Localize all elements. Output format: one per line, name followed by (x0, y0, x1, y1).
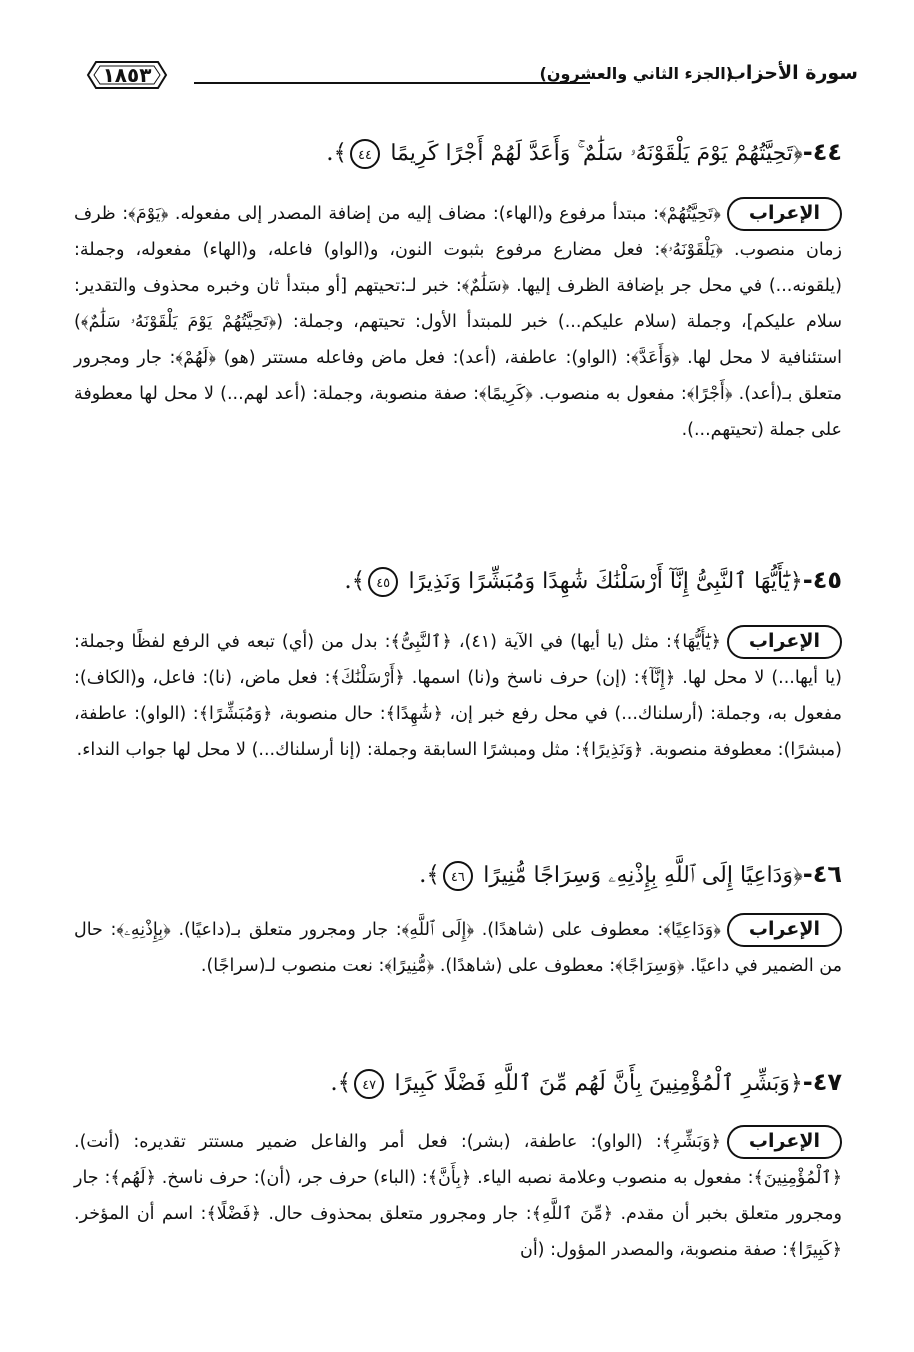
irab-label: الإعراب (727, 625, 842, 659)
ayah-marker: ٤٥ (368, 567, 398, 597)
irab-label: الإعراب (727, 1125, 842, 1159)
verse-close: ﴾. (419, 862, 440, 888)
ayah-marker: ٤٧ (354, 1069, 384, 1099)
verse-number: ٤٦- (802, 860, 842, 888)
verse-45 (72, 560, 842, 602)
irab-paragraph-46 (74, 912, 842, 984)
irab-label: الإعراب (727, 197, 842, 231)
verse-text: ﴿يَٰٓأَيُّهَا ٱلنَّبِىُّ إِنَّآ أَرْسَلْنَٰكَ شَٰهِدًا وَمُبَشِّرًا وَنَذِيرًا (408, 569, 803, 594)
verse-text: ﴿وَبَشِّرِ ٱلْمُؤْمِنِينَ بِأَنَّ لَهُم مِّنَ ٱللَّهِ فَضْلًا كَبِيرًا (394, 1071, 803, 1096)
ayah-marker: ٤٤ (350, 139, 380, 169)
verse-text: ﴿وَدَاعِيًا إِلَى ٱللَّهِ بِإِذْنِهِۦ وَسِرَاجًا مُّنِيرًا (483, 863, 803, 888)
verse-number: ٤٤- (802, 138, 842, 166)
irab-paragraph-47 (74, 1124, 842, 1268)
page-header (86, 56, 858, 96)
ayah-marker: ٤٦ (443, 861, 473, 891)
juz-title: (الجزء الثاني والعشرون) (539, 64, 733, 83)
verse-44 (72, 132, 842, 174)
verse-number: ٤٧- (802, 1068, 842, 1096)
verse-47 (72, 1062, 842, 1104)
irab-text: ﴿تَحِيَّتُهُمْ﴾: مبتدأ مرفوع و(الهاء): مضاف إليه من إضافة المصدر إلى مفعوله. ﴿يَوْمَ﴾: ظرف زمان منصوب. ﴿يَلْقَوْنَهُۥ﴾: فعل مضارع مرفوع بثبوت النون، و(الواو) فاعله، و(الهاء) مفعوله، وجملة: (يلقونه...) في محل جر بإضافة الظرف إليها. ﴿سَلَٰمٌ﴾: خبر لـ:تحيتهم [أو مبتدأ ثان وخبره محذوف والتقدير: سلام عليكم]، وجملة (سلام عليكم...) خبر للمبتدأ الأول: تحيتهم، وجملة: (﴿تَحِيَّتُهُمْ يَوْمَ يَلْقَوْنَهُۥ سَلَٰمٌ﴾) استئنافية لا محل لها. ﴿وَأَعَدَّ﴾: (الواو): عاطفة، (أعد): فعل ماض وفاعله مستتر (هو) ﴿لَهُمْ﴾: جار ومجرور متعلق بـ(أعد). ﴿أَجْرًا﴾: مفعول به منصوب. ﴿كَرِيمًا﴾: صفة منصوبة، وجملة: (أعد لهم...) لا محل لها معطوفة على جملة (تحيتهم...). (74, 204, 842, 440)
verse-number: ٤٥- (802, 566, 842, 594)
page-number: ١٨٥٣ (102, 63, 152, 87)
verse-close: ﴾. (330, 1070, 352, 1096)
page-number-badge (86, 56, 168, 94)
irab-text: ﴿يَٰٓأَيُّهَا﴾: مثل (يا أيها) في الآية (٤١)، ﴿ٱلنَّبِىُّ﴾: بدل من (أي) تبعه في الرفع لفظًا وجملة: (يا أيها...) لا محل لها. ﴿إِنَّآ﴾: (إن) حرف ناسخ و(نا) اسمها. ﴿أَرْسَلْنَٰكَ﴾: فعل ماض، (نا): فاعل، و(الكاف): مفعول به، وجملة: (أرسلناك...) في محل رفع خبر إن، ﴿شَٰهِدًا﴾: حال منصوبة، ﴿وَمُبَشِّرًا﴾: (الواو): عاطفة، (مبشرًا): معطوفة منصوبة. ﴿وَنَذِيرًا﴾: مثل ومبشرًا السابقة وجملة: (إنا أرسلناك...) لا محل لها جواب النداء. (74, 632, 842, 760)
header-rule (194, 82, 590, 84)
irab-paragraph-45 (74, 624, 842, 768)
verse-46 (72, 854, 842, 896)
verse-close: ﴾. (344, 568, 366, 594)
verse-text: ﴿تَحِيَّتُهُمْ يَوْمَ يَلْقَوْنَهُۥ سَلَٰمٌ ۚ وَأَعَدَّ لَهُمْ أَجْرًا كَرِيمًا (390, 141, 803, 166)
verse-close: ﴾. (326, 140, 348, 166)
irab-text: ﴿وَدَاعِيًا﴾: معطوف على (شاهدًا). ﴿إِلَى ٱللَّهِ﴾: جار ومجرور متعلق بـ(داعيًا). ﴿بِإِذْنِهِۦ﴾: حال من الضمير في داعيًا. ﴿وَسِرَاجًا﴾: معطوف على (شاهدًا). ﴿مُّنِيرًا﴾: نعت منصوب لـ(سراجًا). (74, 920, 842, 976)
irab-paragraph-44 (74, 196, 842, 448)
surah-title: سورة الأحزاب (726, 62, 858, 84)
irab-label: الإعراب (727, 913, 842, 947)
irab-text: ﴿وَبَشِّرِ﴾: (الواو): عاطفة، (بشر): فعل أمر والفاعل ضمير مستتر تقديره: (أنت). ﴿ٱلْمُؤْمِنِينَ﴾: مفعول به منصوب وعلامة نصبه الياء. ﴿بِأَنَّ﴾: (الباء) حرف جر، (أن): حرف ناسخ. ﴿لَهُم﴾: جار ومجرور متعلق بخبر أن مقدم. ﴿مِّنَ ٱللَّهِ﴾: جار ومجرور متعلق بمحذوف حال. ﴿فَضْلًا﴾: اسم أن المؤخر. ﴿كَبِيرًا﴾: صفة منصوبة، والمصدر المؤول: (أن (74, 1132, 842, 1260)
